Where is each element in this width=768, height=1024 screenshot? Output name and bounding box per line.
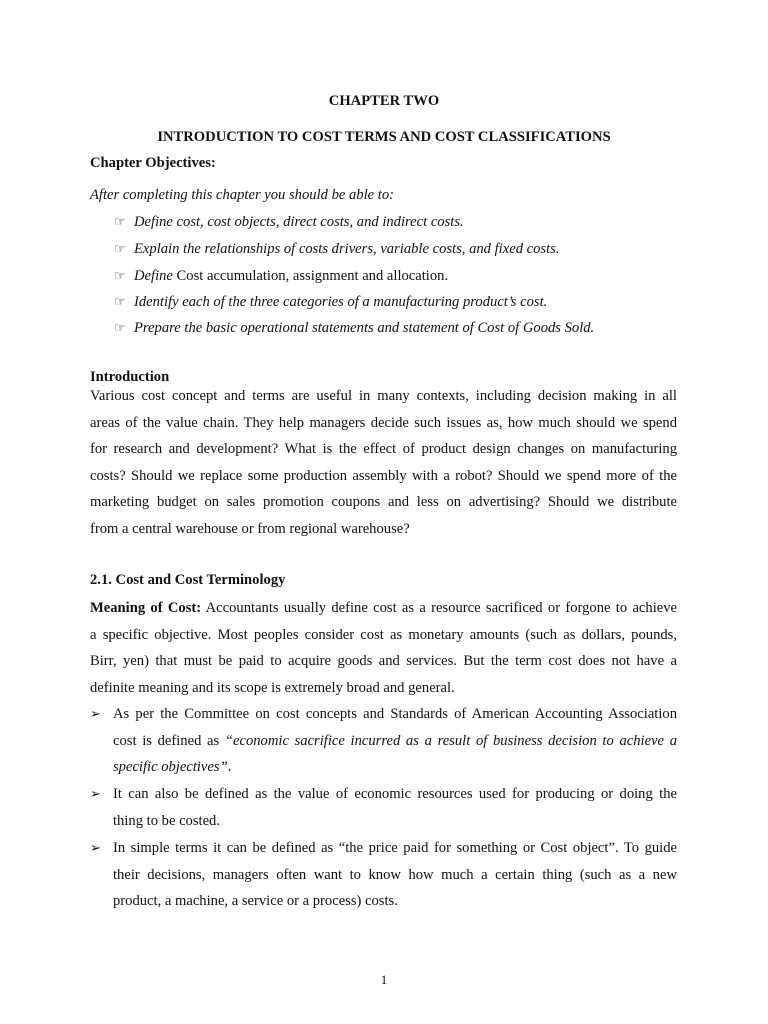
bullet-line: their decisions, managers often want to know how much a certain thing (such as a new <box>113 866 677 883</box>
page-number: 1 <box>380 972 388 987</box>
bullet-line <box>113 754 677 781</box>
paragraph-line: marketing budget on sales promotion coupons and less on advertising? Should we distribute <box>90 494 677 511</box>
paragraph-line: from a central warehouse or from regional warehouse? <box>90 520 410 537</box>
arrow-bullet-icon: ➢ <box>90 706 101 721</box>
objective-item <box>114 294 547 311</box>
bullet-text-italic: specific objectives” <box>113 759 228 776</box>
meaning-line-text: Accountants usually define cost as a resource sacrificed or forgone to achieve <box>201 600 678 616</box>
objective-text: Explain the relationships of costs drivers, variable costs, and fixed costs. <box>134 241 560 257</box>
objective-item <box>114 241 559 258</box>
arrow-bullet-icon: ➢ <box>90 786 101 801</box>
objective-text: Identify each of the three categories of a manufacturing product’s cost. <box>134 294 548 310</box>
chapter-label: CHAPTER TWO <box>328 93 440 109</box>
objectives-lead: After completing this chapter you should be able to: <box>90 187 394 203</box>
paragraph-line: areas of the value chain. They help managers decide such issues as, how much should we spend <box>90 414 677 431</box>
objective-text: Define cost, cost objects, direct costs, and indirect costs. <box>134 214 464 230</box>
pointing-hand-icon: ☞ <box>114 214 126 229</box>
chapter-title: INTRODUCTION TO COST TERMS AND COST CLASSIFICATIONS <box>157 129 611 145</box>
objectives-heading: Chapter Objectives: <box>90 155 216 171</box>
paragraph-line <box>90 595 677 622</box>
objective-text-plain: Cost accumulation, assignment and allocation. <box>172 268 449 284</box>
introduction-paragraph <box>90 383 677 543</box>
paragraph-line: a specific objective. Most peoples consider cost as monetary amounts (such as dollars, pounds, <box>90 626 677 643</box>
paragraph-line: for research and development? What is the effect of product design changes on manufacturing <box>90 441 677 458</box>
meaning-paragraph <box>90 595 677 701</box>
section-heading: 2.1. Cost and Cost Terminology <box>90 572 286 588</box>
bullet-line: thing to be costed. <box>113 812 221 829</box>
bullet-line: In simple terms it can be defined as “the price paid for something or Cost object”. To guide <box>113 840 677 856</box>
bullet-text-plain: . <box>227 759 232 776</box>
objective-item <box>114 214 464 231</box>
objective-text: Prepare the basic operational statements and statement of Cost of Goods Sold. <box>134 320 595 336</box>
definition-bullet <box>90 701 677 781</box>
bullet-line: It can also be defined as the value of economic resources used for producing or doing the <box>113 786 677 802</box>
arrow-bullet-icon: ➢ <box>90 840 101 855</box>
introduction-heading: Introduction <box>90 369 170 385</box>
objective-item <box>114 320 594 337</box>
definition-bullet <box>90 835 677 915</box>
paragraph-line: Various cost concept and terms are useful in many contexts, including decision making in all <box>90 388 677 404</box>
pointing-hand-icon: ☞ <box>114 268 126 283</box>
bullet-line: As per the Committee on cost concepts and Standards of American Accounting Association <box>113 706 677 722</box>
paragraph-line: definite meaning and its scope is extremely broad and general. <box>90 679 455 696</box>
paragraph-line: Birr, yen) that must be paid to acquire goods and services. But the term cost does not have a <box>90 653 677 670</box>
bullet-line <box>113 728 677 755</box>
bullet-text-italic: “economic sacrifice incurred as a result of business decision to achieve a <box>224 732 677 749</box>
meaning-label: Meaning of Cost: <box>90 600 202 616</box>
bullet-line: product, a machine, a service or a process) costs. <box>113 893 398 910</box>
paragraph-line: costs? Should we replace some production assembly with a robot? Should we spend more of the <box>90 467 677 484</box>
definition-bullet <box>90 781 677 834</box>
bullet-text-plain: cost is defined as <box>113 732 225 749</box>
pointing-hand-icon: ☞ <box>114 294 126 309</box>
pointing-hand-icon: ☞ <box>114 241 126 256</box>
pointing-hand-icon: ☞ <box>114 320 126 335</box>
objective-item <box>114 268 448 285</box>
objective-text: Define <box>134 268 173 284</box>
